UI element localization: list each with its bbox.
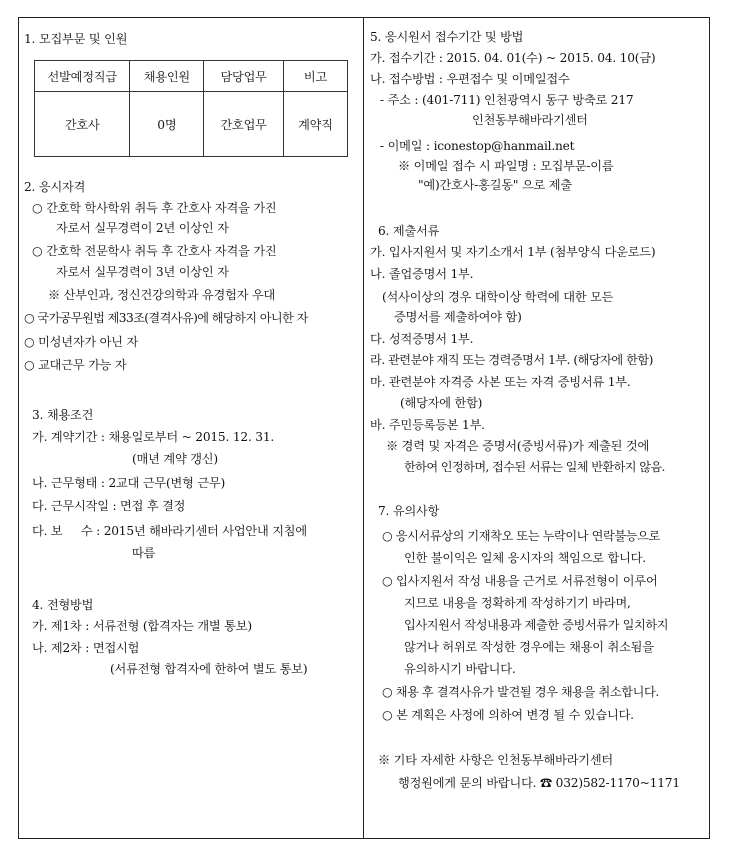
section-7-heading: 7. 유의사항	[378, 504, 440, 518]
caution-line: ○ 본 계획은 사정에 의하여 변경 될 수 있습니다.	[382, 708, 634, 722]
section-6-heading: 6. 제출서류	[378, 224, 440, 238]
contact-line: 행정원에게 문의 바랍니다. ☎ 032)582-1170~1171	[398, 776, 680, 790]
table-cell: 0명	[130, 92, 204, 157]
column-divider	[363, 17, 364, 839]
caution-line: 인한 불이익은 일체 응시자의 책임으로 합니다.	[404, 551, 646, 565]
document-line: 다. 성적증명서 1부.	[370, 332, 474, 346]
recruitment-table	[34, 60, 348, 157]
selection-line: 나. 제2차 : 면접시험	[32, 641, 140, 655]
condition-line: (매년 계약 갱신)	[132, 452, 218, 466]
document-line: 라. 관련분야 재직 또는 경력증명서 1부. (해당자에 한함)	[370, 353, 653, 367]
caution-line: 지므로 내용을 정확하게 작성하기기 바라며,	[404, 596, 631, 610]
condition-line: 가. 계약기간 : 채용일로부터 ~ 2015. 12. 31.	[32, 430, 275, 444]
table-cell: 간호업무	[204, 92, 284, 157]
table-cell: 계약직	[283, 92, 347, 157]
qualification-line: 자로서 실무경력이 2년 이상인 자	[56, 221, 229, 235]
table-header-cell: 담당업무	[204, 61, 284, 92]
caution-line: 유의하시기 바랍니다.	[404, 662, 516, 676]
table-header-row	[35, 61, 348, 92]
table-cell: 간호사	[35, 92, 130, 157]
table-row	[35, 92, 348, 157]
application-line: - 주소 : (401-711) 인천광역시 동구 방축로 217	[380, 93, 634, 107]
qualification-line: ○ 미성년자가 아닌 자	[24, 335, 139, 349]
application-line: 나. 접수방법 : 우편접수 및 이메일접수	[370, 72, 570, 86]
qualification-line: 자로서 실무경력이 3년 이상인 자	[56, 265, 229, 279]
document-line: 마. 관련분야 자격증 사본 또는 자격 증빙서류 1부.	[370, 375, 631, 389]
table-header-cell: 채용인원	[130, 61, 204, 92]
document-line: 나. 졸업증명서 1부.	[370, 267, 474, 281]
condition-line: 다. 보 수 : 2015년 해바라기센터 사업안내 지침에	[32, 524, 307, 538]
section-3-heading: 3. 채용조건	[32, 408, 94, 422]
caution-line: ○ 채용 후 결격사유가 발견될 경우 채용을 취소합니다.	[382, 685, 659, 699]
caution-line: 입사지원서 작성내용과 제출한 증빙서류가 일치하지	[404, 618, 669, 632]
qualification-note: ※ 산부인과, 정신건강의학과 유경험자 우대	[48, 288, 276, 302]
application-note: "예)간호사-홍길동" 으로 제출	[418, 178, 572, 192]
condition-line: 나. 근무형태 : 2교대 근무(변형 근무)	[32, 476, 226, 490]
qualification-line: ○ 간호학 전문학사 취득 후 간호사 자격을 가진	[32, 244, 277, 258]
selection-line: (서류전형 합격자에 한하여 별도 통보)	[110, 662, 308, 676]
qualification-line: ○ 간호학 학사학위 취득 후 간호사 자격을 가진	[32, 201, 277, 215]
condition-line: 다. 근무시작일 : 면접 후 결정	[32, 499, 186, 513]
qualification-line: ○ 교대근무 가능 자	[24, 358, 127, 372]
section-2-heading: 2. 응시자격	[24, 180, 86, 194]
document-line: 바. 주민등록등본 1부.	[370, 418, 485, 432]
section-5-heading: 5. 응시원서 접수기간 및 방법	[370, 30, 524, 44]
footer-note: ※ 기타 자세한 사항은 인천동부해바라기센터	[378, 753, 613, 767]
application-line: 인천동부해바라기센터	[472, 113, 588, 127]
document-note: ※ 경력 및 자격은 증명서(증빙서류)가 제출된 것에	[386, 439, 650, 453]
section-1-heading: 1. 모집부문 및 인원	[24, 32, 128, 46]
condition-line: 따름	[132, 546, 156, 560]
table-header-cell: 선발예정직급	[35, 61, 130, 92]
section-4-heading: 4. 전형방법	[32, 598, 94, 612]
document-line: (해당자에 한함)	[400, 396, 483, 410]
caution-line: 않거나 허위로 작성한 경우에는 채용이 취소됨을	[404, 640, 654, 654]
selection-line: 가. 제1차 : 서류전형 (합격자는 개별 통보)	[32, 619, 252, 633]
caution-line: ○ 입사지원서 작성 내용을 근거로 서류전형이 이루어	[382, 574, 658, 588]
qualification-line: ○ 국가공무원법 제33조(결격사유)에 해당하지 아니한 자	[24, 311, 308, 325]
document-line: 증명서를 제출하여야 함)	[394, 310, 522, 324]
application-note: ※ 이메일 접수 시 파일명 : 모집부문-이름	[398, 159, 614, 173]
application-line: 가. 접수기간 : 2015. 04. 01(수) ~ 2015. 04. 10(금)	[370, 51, 656, 65]
document-line: 가. 입사지원서 및 자기소개서 1부 (첨부양식 다운로드)	[370, 245, 656, 259]
table-header-cell: 비고	[283, 61, 347, 92]
document-note: 한하여 인정하며, 접수된 서류는 일체 반환하지 않음.	[404, 460, 665, 474]
document-line: (석사이상의 경우 대학이상 학력에 대한 모든	[382, 290, 614, 304]
email-line: - 이메일 : iconestop@hanmail.net	[380, 139, 575, 153]
caution-line: ○ 응시서류상의 기재착오 또는 누락이나 연락불능으로	[382, 529, 660, 543]
